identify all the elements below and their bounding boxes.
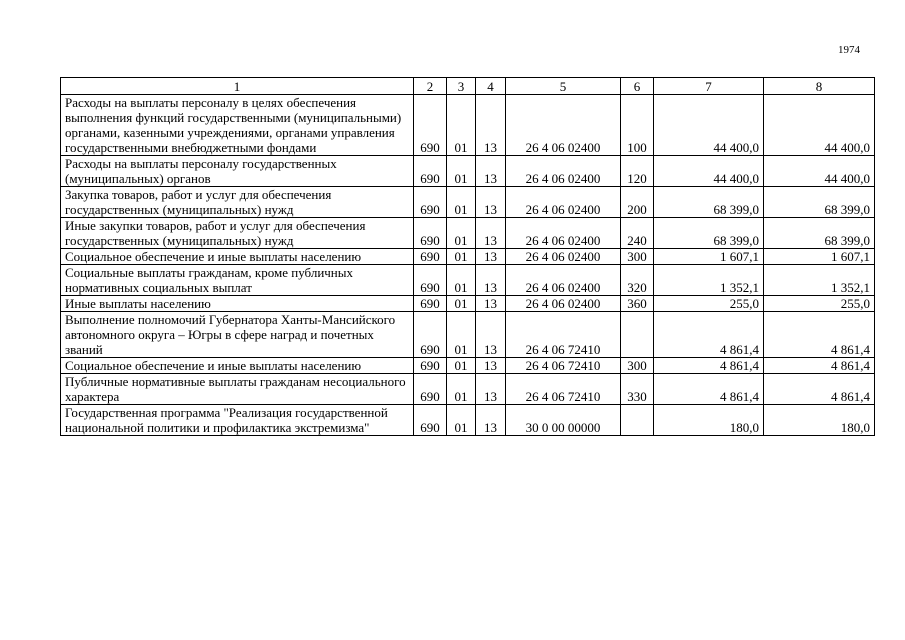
section-code: 01 [447,249,476,265]
target-article-code: 26 4 06 02400 [506,265,621,296]
subsection-code: 13 [476,358,506,374]
ministry-code: 690 [414,218,447,249]
amount-col7: 1 607,1 [654,249,764,265]
ministry-code: 690 [414,358,447,374]
table-row [61,374,875,405]
amount-col7: 255,0 [654,296,764,312]
amount-col7: 4 861,4 [654,312,764,358]
amount-col7: 180,0 [654,405,764,436]
expense-type-code: 360 [621,296,654,312]
amount-col8: 4 861,4 [764,374,875,405]
expense-type-code [621,312,654,358]
expense-name: Расходы на выплаты персоналу в целях обеспечения выполнения функций государственными (муниципальными) органами, казенными учреждениями, органами управления государственными внебюджетными фондами [61,95,414,156]
header-cell: 3 [447,78,476,95]
expense-name: Социальное обеспечение и иные выплаты населению [61,249,414,265]
header-cell: 1 [61,78,414,95]
amount-col8: 1 607,1 [764,249,875,265]
target-article-code: 26 4 06 72410 [506,374,621,405]
expense-type-code [621,405,654,436]
ministry-code: 690 [414,265,447,296]
section-code: 01 [447,405,476,436]
expense-name: Социальные выплаты гражданам, кроме публичных нормативных социальных выплат [61,265,414,296]
table-row [61,156,875,187]
table-row [61,296,875,312]
table-row [61,358,875,374]
target-article-code: 30 0 00 00000 [506,405,621,436]
header-cell: 5 [506,78,621,95]
expense-type-code: 120 [621,156,654,187]
expense-type-code: 300 [621,249,654,265]
header-cell: 7 [654,78,764,95]
amount-col8: 1 352,1 [764,265,875,296]
section-code: 01 [447,312,476,358]
target-article-code: 26 4 06 02400 [506,296,621,312]
target-article-code: 26 4 06 02400 [506,95,621,156]
expense-name: Расходы на выплаты персоналу государственных (муниципальных) органов [61,156,414,187]
subsection-code: 13 [476,187,506,218]
expense-name: Иные выплаты населению [61,296,414,312]
subsection-code: 13 [476,156,506,187]
ministry-code: 690 [414,156,447,187]
table-row [61,249,875,265]
subsection-code: 13 [476,95,506,156]
amount-col8: 68 399,0 [764,218,875,249]
subsection-code: 13 [476,405,506,436]
ministry-code: 690 [414,374,447,405]
expense-type-code: 100 [621,95,654,156]
ministry-code: 690 [414,296,447,312]
ministry-code: 690 [414,312,447,358]
target-article-code: 26 4 06 72410 [506,358,621,374]
target-article-code: 26 4 06 02400 [506,249,621,265]
amount-col7: 4 861,4 [654,358,764,374]
expense-name: Социальное обеспечение и иные выплаты населению [61,358,414,374]
target-article-code: 26 4 06 02400 [506,218,621,249]
section-code: 01 [447,296,476,312]
amount-col7: 1 352,1 [654,265,764,296]
expense-name: Иные закупки товаров, работ и услуг для обеспечения государственных (муниципальных) нужд [61,218,414,249]
ministry-code: 690 [414,249,447,265]
amount-col7: 68 399,0 [654,187,764,218]
amount-col8: 4 861,4 [764,358,875,374]
amount-col7: 44 400,0 [654,95,764,156]
table-header-row [61,78,875,95]
subsection-code: 13 [476,296,506,312]
header-cell: 4 [476,78,506,95]
section-code: 01 [447,95,476,156]
page-number: 1974 [838,44,860,56]
table-row [61,405,875,436]
expense-type-code: 200 [621,187,654,218]
section-code: 01 [447,156,476,187]
amount-col8: 68 399,0 [764,187,875,218]
ministry-code: 690 [414,405,447,436]
table-row [61,95,875,156]
subsection-code: 13 [476,312,506,358]
amount-col7: 68 399,0 [654,218,764,249]
expense-type-code: 240 [621,218,654,249]
amount-col7: 44 400,0 [654,156,764,187]
table-row [61,187,875,218]
header-cell: 8 [764,78,875,95]
expense-type-code: 320 [621,265,654,296]
amount-col7: 4 861,4 [654,374,764,405]
expense-type-code: 330 [621,374,654,405]
section-code: 01 [447,218,476,249]
expense-name: Закупка товаров, работ и услуг для обеспечения государственных (муниципальных) нужд [61,187,414,218]
amount-col8: 44 400,0 [764,156,875,187]
expense-name: Выполнение полномочий Губернатора Ханты-Мансийского автономного округа – Югры в сфере наград и почетных званий [61,312,414,358]
subsection-code: 13 [476,374,506,405]
target-article-code: 26 4 06 02400 [506,187,621,218]
budget-table [60,77,875,436]
subsection-code: 13 [476,249,506,265]
table-row [61,218,875,249]
section-code: 01 [447,187,476,218]
subsection-code: 13 [476,265,506,296]
ministry-code: 690 [414,187,447,218]
section-code: 01 [447,374,476,405]
section-code: 01 [447,265,476,296]
expense-type-code: 300 [621,358,654,374]
section-code: 01 [447,358,476,374]
table-row [61,265,875,296]
header-cell: 2 [414,78,447,95]
ministry-code: 690 [414,95,447,156]
subsection-code: 13 [476,218,506,249]
amount-col8: 4 861,4 [764,312,875,358]
expense-name: Государственная программа "Реализация государственной национальной политики и профилактика экстремизма" [61,405,414,436]
target-article-code: 26 4 06 02400 [506,156,621,187]
header-cell: 6 [621,78,654,95]
table-row [61,312,875,358]
amount-col8: 44 400,0 [764,95,875,156]
target-article-code: 26 4 06 72410 [506,312,621,358]
amount-col8: 255,0 [764,296,875,312]
amount-col8: 180,0 [764,405,875,436]
expense-name: Публичные нормативные выплаты гражданам несоциального характера [61,374,414,405]
